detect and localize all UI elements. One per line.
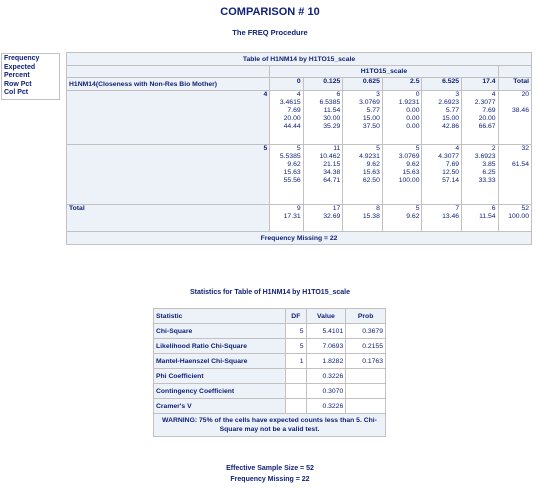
row-header: 4 [67, 91, 270, 145]
row-variable-header: H1NM14(Closeness with Non-Res Bio Mother) [67, 78, 270, 91]
table-caption: Table of H1NM14 by H1TO15_scale [67, 53, 532, 66]
statistic-df: 5 [286, 339, 306, 354]
column-total-cell: 6 11.54 [462, 205, 498, 232]
column-header: 6.525 [422, 78, 462, 91]
column-header: Statistic [154, 309, 286, 324]
page-title: COMPARISON # 10 [220, 6, 320, 18]
column-header: Total [498, 78, 531, 91]
statistic-prob [346, 384, 386, 399]
statistic-prob: 0.2155 [346, 339, 386, 354]
statistic-df: 1 [286, 354, 306, 369]
statistics-title: Statistics for Table of H1NM14 by H1TO15_scale [189, 289, 351, 296]
frequency-missing-note: Frequency Missing = 22 [67, 232, 532, 245]
row-header: 5 [67, 145, 270, 205]
statistic-value: 0.3226 [306, 399, 346, 414]
validity-warning: WARNING: 75% of the cells have expected counts less than 5. Chi-Square may not be a valid test. [154, 414, 386, 437]
column-variable-header: H1TO15_scale [270, 66, 498, 78]
table-cell: 4 2.3077 7.69 20.00 66.67 [462, 91, 498, 145]
column-total-cell: 5 9.62 [382, 205, 422, 232]
column-total-cell: 8 15.38 [343, 205, 383, 232]
column-header: 2.5 [382, 78, 422, 91]
cell-contents-legend [1, 53, 60, 100]
statistic-prob: 0.1763 [346, 354, 386, 369]
grand-total-cell: 52 100.00 [498, 205, 531, 232]
column-header: DF [286, 309, 306, 324]
column-total-cell: 17 32.69 [303, 205, 343, 232]
column-header: Value [306, 309, 346, 324]
table-cell: 6 6.5385 11.54 30.00 35.29 [303, 91, 343, 145]
legend-item: Percent [4, 72, 30, 79]
statistic-label: Chi-Square [154, 324, 286, 339]
total-row-header: Total [67, 205, 270, 232]
table-cell: 3 2.6923 5.77 15.00 42.86 [422, 91, 462, 145]
effective-sample-size: Effective Sample Size = 52 [226, 465, 314, 472]
statistic-label: Mantel-Haenszel Chi-Square [154, 354, 286, 369]
table-cell: 4 4.3077 7.69 12.50 57.14 [422, 145, 462, 205]
legend-item: Expected [4, 63, 36, 71]
column-header: 17.4 [462, 78, 498, 91]
empty-header [498, 66, 531, 78]
legend-item: Frequency [4, 55, 40, 62]
statistic-label: Likelihood Ratio Chi-Square [154, 339, 286, 354]
table-cell: 3 3.0769 5.77 15.00 37.50 [343, 91, 383, 145]
footer-frequency-missing: Frequency Missing = 22 [230, 476, 310, 483]
table-cell: 4 3.4615 7.69 20.00 44.44 [270, 91, 303, 145]
statistic-df [286, 369, 306, 384]
statistic-prob: 0.3679 [346, 324, 386, 339]
table-cell: 2 3.6923 3.85 6.25 33.33 [462, 145, 498, 205]
statistic-value: 0.3070 [306, 384, 346, 399]
statistic-value: 0.3226 [306, 369, 346, 384]
statistic-value: 1.8282 [306, 354, 346, 369]
table-cell: 0 1.9231 0.00 0.00 0.00 [382, 91, 422, 145]
row-total-cell: 20 38.46 [498, 91, 531, 145]
table-cell: 5 4.9231 9.62 15.63 62.50 [343, 145, 383, 205]
column-total-cell: 7 13.46 [422, 205, 462, 232]
statistic-value: 7.0693 [306, 339, 346, 354]
legend-item: Col Pct [4, 89, 29, 96]
column-header: Prob [346, 309, 386, 324]
column-header: 0.625 [343, 78, 383, 91]
statistic-df [286, 399, 306, 414]
frequency-table [66, 52, 532, 245]
statistic-prob [346, 369, 386, 384]
statistic-label: Contingency Coefficient [154, 384, 286, 399]
row-total-cell: 32 61.54 [498, 145, 531, 205]
column-header: 0.125 [303, 78, 343, 91]
statistic-df [286, 384, 306, 399]
statistic-df: 5 [286, 324, 306, 339]
statistic-label: Phi Coefficient [154, 369, 286, 384]
corner-cell [67, 66, 270, 78]
procedure-title: The FREQ Procedure [232, 28, 308, 37]
statistics-table [153, 308, 386, 437]
table-cell: 5 3.0769 9.62 15.63 100.00 [382, 145, 422, 205]
statistic-value: 5.4101 [306, 324, 346, 339]
statistic-label: Cramer's V [154, 399, 286, 414]
table-cell: 11 10.462 21.15 34.38 64.71 [303, 145, 343, 205]
table-cell: 5 5.5385 9.62 15.63 55.56 [270, 145, 303, 205]
column-header: 0 [270, 78, 303, 91]
statistic-prob [346, 399, 386, 414]
legend-item: Row Pct [4, 80, 32, 88]
column-total-cell: 9 17.31 [270, 205, 303, 232]
